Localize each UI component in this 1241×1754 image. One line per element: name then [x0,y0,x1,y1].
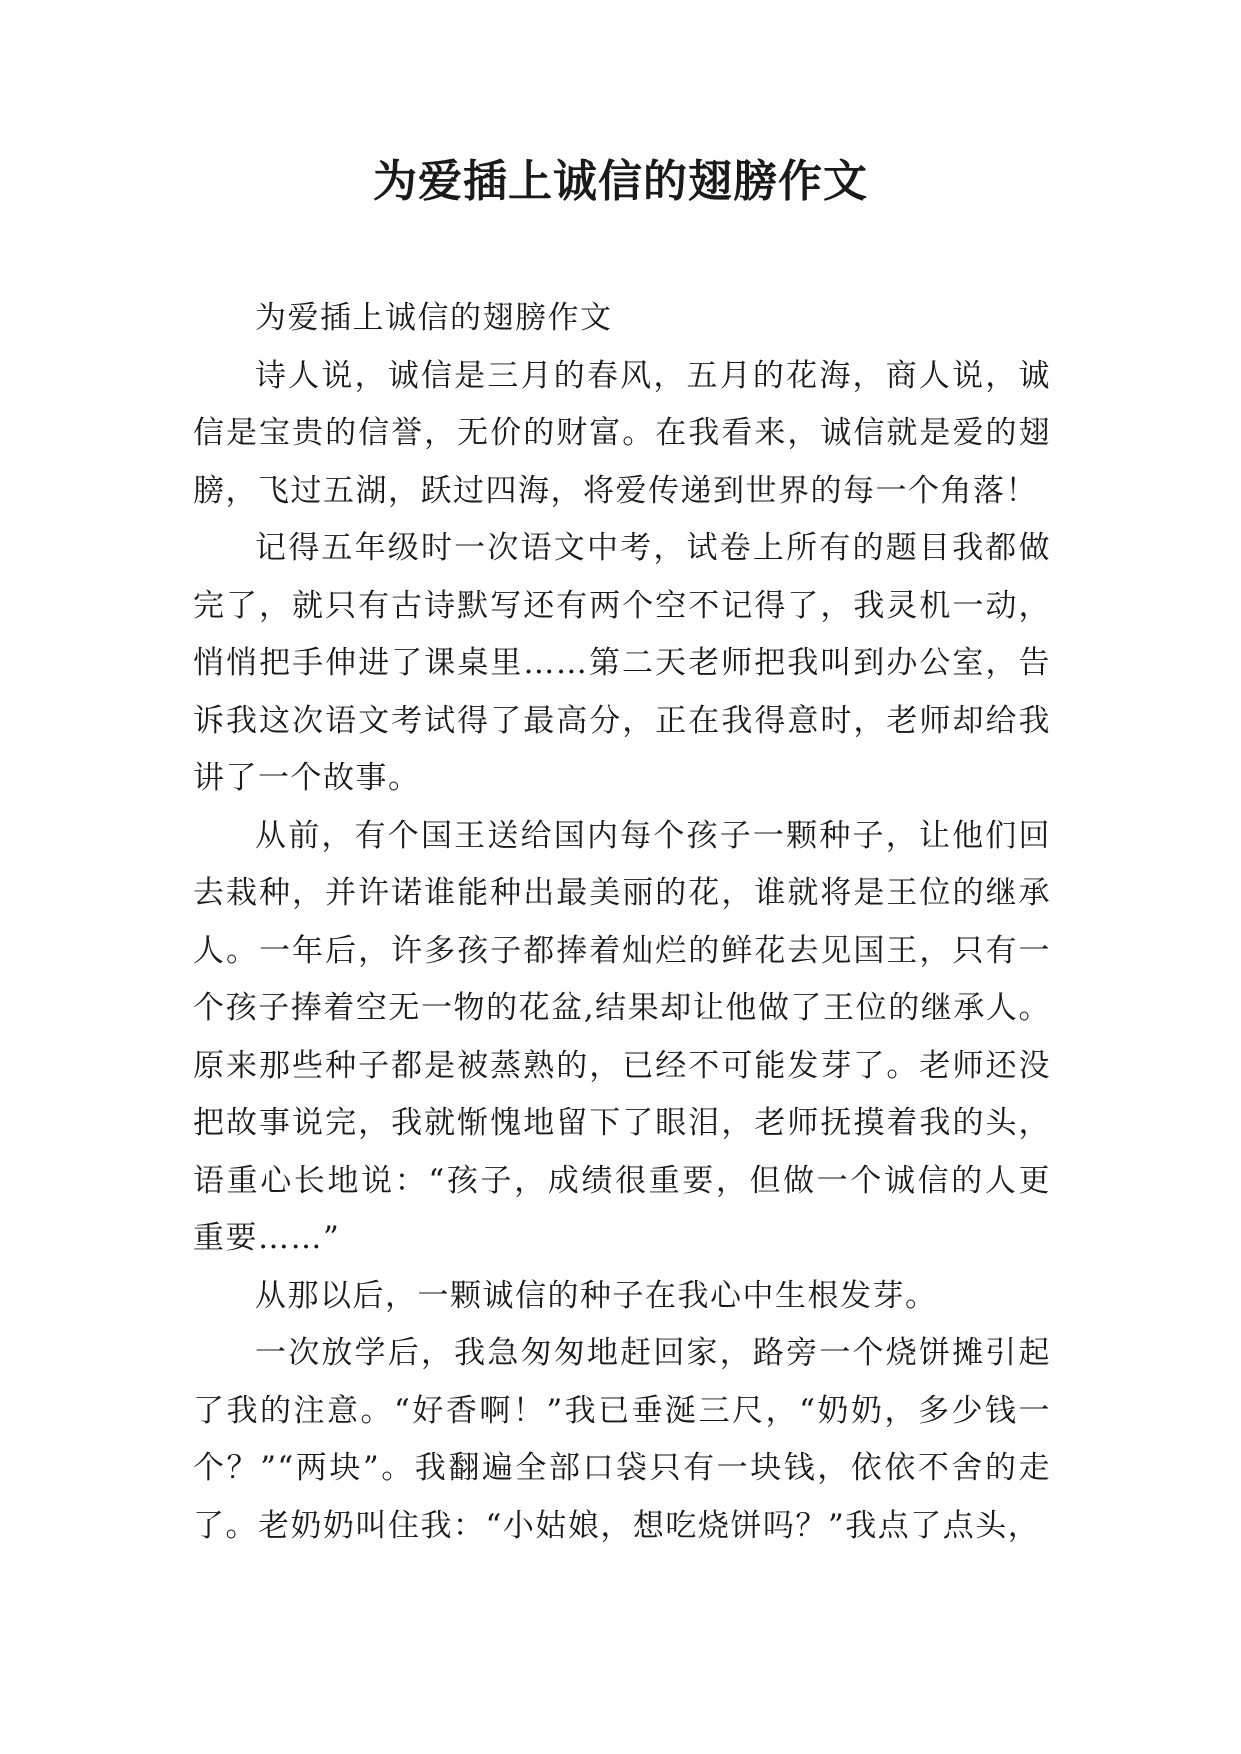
paragraph: 从那以后，一颗诚信的种子在我心中生根发芽。 [255,1277,938,1314]
paragraph: 从前，有个国王送给国内每个孩子一颗种子，让他们回去栽种，并许诺谁能种出最美丽的花，谁就将是王位的继承人。一年后，许多孩子都捧着灿烂的鲜花去见国王，只有一个孩子捧着空无一物的花盆,结果却让他做了王位的继承人。原来那些种子都是被蒸熟的，已经不可能发芽了。老师还没把故事说完，我就惭愧地留下了眼泪，老师抚摸着我的头，语重心长地说：“孩子，成绩很重要，但做一个诚信的人更重要……” [193,817,1051,1256]
page-title: 为爱插上诚信的翅膀作文 [373,156,868,207]
document-body [193,290,1051,1555]
paragraph: 一次放学后，我急匆匆地赶回家，路旁一个烧饼摊引起了我的注意。“好香啊！”我已垂涎三尺，“奶奶，多少钱一个？”“两块”。我翻遍全部口袋只有一块钱，依依不舍的走了。老奶奶叫住我：“小姑娘，想吃烧饼吗？”我点了点头， [193,1335,1051,1544]
paragraph: 诗人说，诚信是三月的春风，五月的花海，商人说，诚信是宝贵的信誉，无价的财富。在我看来，诚信就是爱的翅膀，飞过五湖，跃过四海，将爱传递到世界的每一个角落！ [193,357,1051,509]
paragraph: 记得五年级时一次语文中考，试卷上所有的题目我都做完了，就只有古诗默写还有两个空不记得了，我灵机一动，悄悄把手伸进了课桌里……第二天老师把我叫到办公室，告诉我这次语文考试得了最高分，正在我得意时，老师却给我讲了一个故事。 [193,530,1051,796]
paragraph: 为爱插上诚信的翅膀作文 [255,300,613,336]
